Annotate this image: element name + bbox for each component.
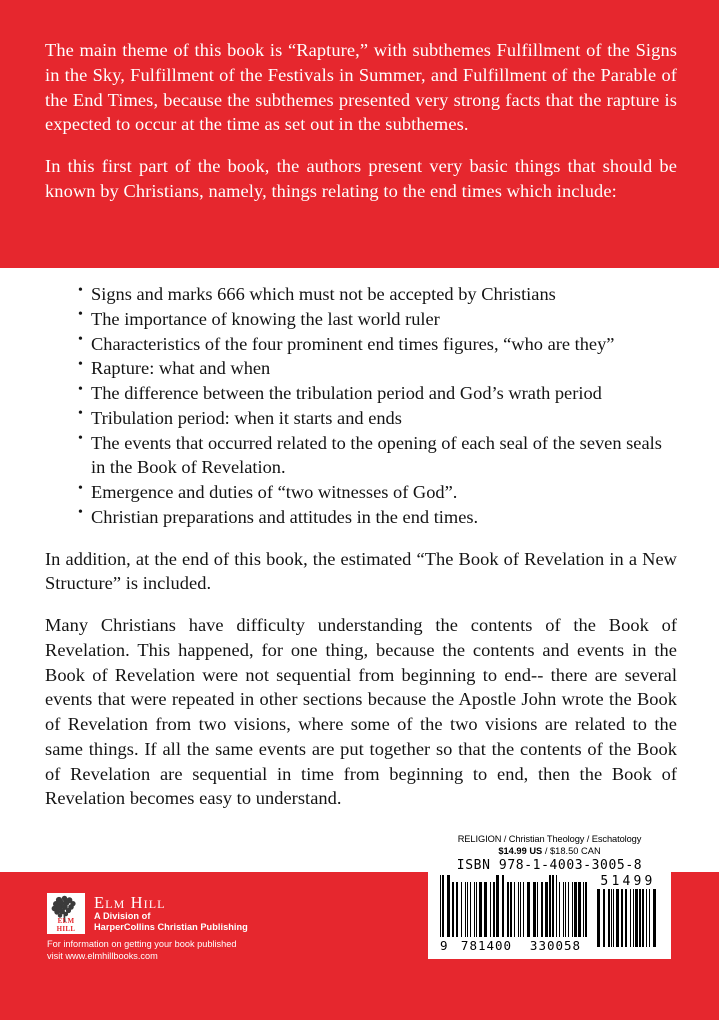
list-item: • Christian preparations and attitudes in the end times. — [78, 505, 677, 530]
list-item: • The difference between the tribulation period and God’s wrath period — [78, 381, 677, 406]
isbn-text: ISBN 978-1-4003-3005-8 — [456, 858, 643, 873]
ean5-addon-digits: 51499 — [600, 874, 656, 889]
logo-wordmark-line2: HILL — [56, 924, 76, 933]
price-text — [428, 845, 671, 857]
topic-bullet-list — [45, 282, 677, 530]
ean13-bars — [440, 875, 590, 937]
publisher-parent-line: HarperCollins Christian Publishing — [94, 922, 248, 932]
publisher-footer — [47, 939, 347, 962]
price-us: $14.99 US — [498, 846, 543, 856]
list-item: • Signs and marks 666 which must not be accepted by Christians — [78, 282, 677, 307]
price-separator: / — [542, 846, 551, 856]
list-item: • Rapture: what and when — [78, 356, 677, 381]
publisher-row — [47, 893, 347, 934]
body-paragraph-1: In addition, at the end of this book, the estimated “The Book of Revelation in a New Structure” is included. — [45, 548, 677, 594]
ean13-digits — [440, 938, 590, 953]
publisher-division-line: A Division of — [94, 911, 151, 921]
elm-hill-logo-icon — [47, 893, 85, 934]
list-item: • The importance of knowing the last world ruler — [78, 307, 677, 332]
list-item: • Emergence and duties of “two witnesses of God”. — [78, 480, 677, 505]
price-can: $18.50 CAN — [550, 846, 601, 856]
logo-wordmark-line1: ELM — [57, 917, 75, 925]
top-red-text-block — [0, 0, 719, 268]
white-content-panel — [0, 268, 719, 872]
ean13-lead-digit: 9 — [440, 938, 449, 953]
ean5-addon-bars — [597, 889, 659, 947]
body-paragraph-2: Many Christians have difficulty understanding the contents of the Book of Revelation. This happened, for one thing, because the contents and events in the Book of Revelation were not sequential from beginning to end-- there are several events that were repeated in other sections because the Apostle John wrote the Book of Revelation from two visions, where some of the two visions are related to the same things. If all the same events are put together so that the contents of the Book of Revelation are sequential in time from beginning to end, then the Book of Revelation becomes easy to understand. — [45, 615, 677, 809]
intro-paragraph-1: The main theme of this book is “Rapture,” with subthemes Fulfillment of the Signs in the Sky, Fulfillment of the Festivals in Summer, and Fulfillment of the Parable of the End Times, because the subthemes presented very strong facts that the rapture is expected to occur at the time as set out in the subthemes. — [45, 40, 677, 135]
list-item: • Tribulation period: when it starts and ends — [78, 406, 677, 431]
intro-paragraph-2: In this first part of the book, the authors present very basic things that should be known by Christians, namely, things relating to the end times which include: — [45, 156, 677, 201]
publisher-brand-name: Elm Hill — [94, 893, 166, 912]
barcode-bars-area — [428, 875, 671, 953]
ean13-group-2: 330058 — [529, 938, 582, 953]
ean5-addon-barcode — [597, 875, 659, 953]
list-item: • The events that occurred related to the opening of each seal of the seven seals in the Book of Revelation. — [78, 431, 677, 481]
publisher-block — [47, 893, 347, 962]
logo-wordmark — [50, 918, 82, 933]
publisher-footer-line2: visit www.elmhillbooks.com — [47, 950, 158, 961]
publisher-text — [94, 893, 248, 933]
list-item: • Characteristics of the four prominent end times figures, “who are they” — [78, 332, 677, 357]
barcode-block — [428, 833, 671, 959]
publisher-footer-line1: For information on getting your book published — [47, 939, 237, 949]
bisac-category-text: RELIGION / Christian Theology / Eschatology — [457, 834, 642, 844]
ean13-group-1: 781400 — [460, 938, 513, 953]
ean13-barcode — [440, 875, 590, 953]
